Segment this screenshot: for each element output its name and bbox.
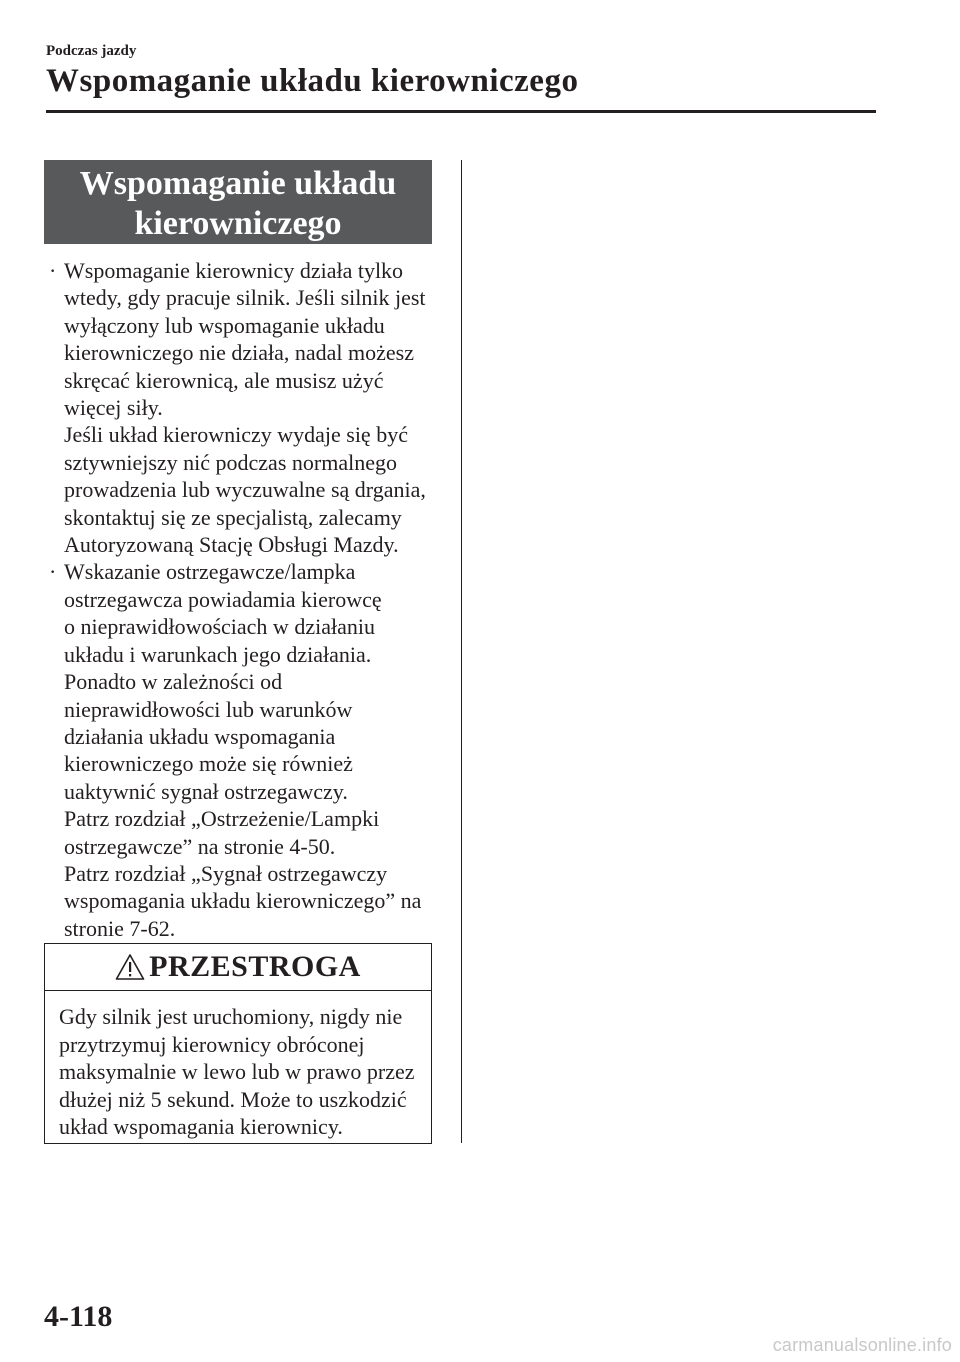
text-line: wspomagania układu kierowniczego” na [64, 888, 422, 914]
list-item [46, 257, 446, 558]
text-line: nieprawidłowości lub warunków [64, 696, 353, 722]
bullet-list [46, 257, 446, 942]
text-line: wtedy, gdy pracuje silnik. Jeśli silnik jest [64, 285, 426, 311]
text-line: układ wspomagania kierownicy. [59, 1114, 343, 1140]
text-line: kierowniczego może się również [64, 751, 353, 777]
watermark: carmanualsonline.info [772, 1335, 952, 1355]
text-line: wyłączony lub wspomaganie układu [64, 312, 385, 338]
text-line: stronie 7-62. [64, 915, 176, 941]
text-line: Autoryzowaną Stację Obsługi Mazdy. [64, 532, 399, 558]
text-line: Wspomaganie kierownicy działa tylko [64, 258, 404, 283]
caution-title: PRZESTROGA [149, 950, 361, 983]
text-line: ostrzegawcze” na stronie 4-50. [64, 833, 336, 859]
text-line: prowadzenia lub wyczuwalne są drgania, [64, 477, 426, 503]
page-title: Wspomaganie układu kierowniczego [46, 63, 579, 99]
text-line: Wskazanie ostrzegawcze/lampka [64, 559, 356, 585]
column-divider [461, 160, 462, 1143]
text-line: kierowniczego nie działa, nadal możesz [64, 340, 415, 366]
text-line: Patrz rozdział „Sygnał ostrzegawczy [64, 860, 388, 886]
text-line: przytrzymuj kierownicy obróconej [59, 1031, 365, 1057]
text-line: maksymalnie w lewo lub w prawo przez [59, 1059, 415, 1085]
caution-header [45, 944, 431, 991]
warning-triangle-icon [115, 953, 145, 981]
text-line: układu i warunkach jego działania. [64, 641, 372, 667]
caution-box [44, 943, 432, 1144]
bullet-dot-icon: · [49, 559, 57, 585]
text-line: skontaktuj się ze specjalistą, zalecamy [64, 504, 402, 530]
bullet-dot-icon: · [49, 258, 57, 283]
list-item [46, 558, 446, 942]
section-title-line-2: kierowniczego [134, 205, 342, 242]
text-line: dłużej niż 5 sekund. Może to uszkodzić [59, 1086, 407, 1112]
text-line: Ponadto w zależności od [64, 669, 283, 695]
text-line: więcej siły. [64, 395, 163, 421]
text-line: ostrzegawcza powiadamia kierowcę [64, 586, 382, 612]
text-line: sztywniejszy nić podczas normalnego [64, 449, 397, 475]
title-rule [46, 110, 876, 113]
breadcrumb: Podczas jazdy [46, 43, 137, 59]
text-line: uaktywnić sygnał ostrzegawczy. [64, 778, 348, 804]
text-line: działania układu wspomagania [64, 723, 336, 749]
section-header [44, 160, 432, 244]
page-number: 4-118 [44, 1300, 113, 1333]
text-line: Jeśli układ kierowniczy wydaje się być [64, 422, 408, 448]
text-line: Gdy silnik jest uruchomiony, nigdy nie [59, 1004, 403, 1029]
text-line: Patrz rozdział „Ostrzeżenie/Lampki [64, 806, 380, 832]
caution-body [45, 991, 431, 1141]
text-line: skręcać kierownicą, ale musisz użyć [64, 367, 384, 393]
section-title-line-1: Wspomaganie układu [79, 165, 397, 202]
text-line: o nieprawidłowościach w działaniu [64, 614, 375, 640]
